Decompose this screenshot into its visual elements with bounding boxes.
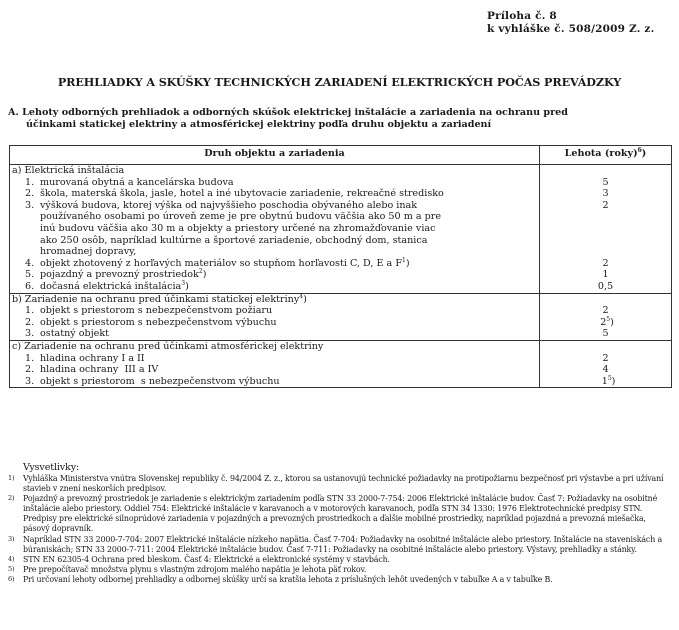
- footnote-ref: 5: [607, 374, 612, 382]
- item-number: 6.: [25, 280, 35, 292]
- interval-value: 2$^5$): [600, 315, 614, 328]
- footnote-ref: 4: [299, 292, 304, 300]
- footnote-text: Vyhláška Ministerstva vnútra Slovenskej republiky č. 94/2004 Z. z., ktorou sa ustanovujú technické požiadavky na protipožiarnu bezpečnosť pri výstavbe a pri užívaní stavieb v znení neskorších predpisov.: [23, 474, 664, 494]
- item-number: 2.: [25, 316, 35, 328]
- group-label-text: b) Zariadenie na ochranu pred účinkami statickej elektriny: [12, 293, 300, 305]
- list-item: 5. pojazdný a prevozný prostriedok$^2$): [25, 268, 207, 281]
- list-item: [10, 305, 539, 317]
- item-number: 5.: [25, 269, 35, 281]
- footnote-4: [8, 555, 672, 565]
- column-header-object-type: Druh objektu a zariadenia: [10, 146, 540, 165]
- footnote-text: Pojazdný a prevozný prostriedok je zariadenie s elektrickým zariadením podľa STN 33 2000-7-754: 2006 Elektrické inštalácie budov. Časť 7: Požiadavky na osobitné inštalácie alebo priestory. Oddiel 754: Elektrické inštalácie v karavanoch a v motorových karavanoch, podľa STN 34 1330: 1976 Elektrotechnické predpisy STN. Predpisy pre elektrické silnoprúdové zariadenia v pojazdných a prevozných prostriedkoch a ďalšie mobilné prostriedky, napríklad pojazdná a prevozná miešačka, pásový dopravník.: [23, 494, 658, 534]
- item-number: 2.: [25, 188, 35, 200]
- footnote-text: Napríklad STN 33 2000-7-704: 2007 Elektrické inštalácie nízkeho napätia. Časť 7-704: Požiadavky na osobitné inštalácie alebo priestory. Inštalácie na staveniskách a búraniskách; STN 33 2000-7-711: 2004 Elektrické inštalácie budov. Časť 7-711: Požiadavky na osobitné inštalácie alebo priestory. Výstavy, prehliadky a stánky.: [23, 534, 663, 554]
- group-b-description: [10, 293, 540, 340]
- item-text: objekt s priestorom s nebezpečenstvom výbuchu: [40, 316, 277, 328]
- item-text: výšková budova, ktorej výška od najvyššieho poschodia obývaného alebo inak: [40, 199, 418, 211]
- interval-number: 2: [600, 316, 607, 328]
- section-label: A.: [8, 107, 19, 118]
- item-number: 3.: [25, 328, 35, 340]
- list-item: [10, 353, 539, 365]
- interval-value: 2: [602, 305, 609, 317]
- item-text-continued: inú budovu väčšia ako 30 m a objekty a priestory určené na zhromažďovanie viac: [40, 222, 436, 234]
- list-item: [10, 376, 539, 388]
- annex-reference: [487, 10, 654, 36]
- group-label: a) Elektrická inštalácia: [12, 165, 125, 176]
- footnote-1: [8, 474, 672, 494]
- item-text: pojazdný a prevozný prostriedok: [40, 269, 199, 281]
- item-text: hladina ochrany I a II: [40, 352, 145, 364]
- interval-value: 5: [602, 328, 609, 340]
- footnote-ref: 1: [401, 256, 406, 264]
- group-label: b) Zariadenie na ochranu pred účinkami statickej elektriny$^4$): [12, 292, 307, 305]
- item-text: objekt s priestorom s nebezpečenstvom požiaru: [40, 305, 273, 317]
- list-item: [10, 177, 539, 189]
- item-text-continued: hromadnej dopravy,: [40, 246, 137, 258]
- table-group-c: [10, 340, 672, 387]
- interval-value: 5: [602, 176, 609, 188]
- item-text-continued: ako 250 osôb, napríklad kultúrne a športové zariadenie, obchodný dom, stanica: [40, 234, 428, 246]
- list-item: 6. dočasná elektrická inštalácia$^3$): [25, 279, 189, 292]
- list-item: [10, 328, 539, 340]
- notes-heading: Vysvetlivky:: [23, 462, 80, 473]
- item-text: ostatný objekt: [40, 328, 110, 340]
- footnote-marker: 3): [8, 534, 15, 543]
- item-text: objekt zhotovený z horľavých materiálov so stupňom horľavosti C, D, E a F: [40, 257, 402, 269]
- item-number: 3.: [25, 375, 35, 387]
- footnote-ref: 2: [198, 268, 203, 276]
- explanatory-notes: [8, 462, 672, 585]
- item-text: hladina ochrany III a IV: [40, 364, 159, 376]
- list-item: [10, 364, 539, 376]
- document-title: PREHLIADKY A SKÚŠKY TECHNICKÝCH ZARIADENÍ ELEKTRICKÝCH POČAS PREVÁDZKY: [57, 75, 622, 89]
- interval-value: 1$^5$): [601, 374, 616, 387]
- group-label: c) Zariadenie na ochranu pred účinkami atmosférickej elektriny: [12, 340, 324, 352]
- column-header-interval-label: Lehota (roky): [564, 148, 638, 159]
- table-group-b: [10, 293, 672, 340]
- column-header-interval: Lehota (roky)$^6$): [540, 146, 672, 165]
- footnote-ref: 5: [606, 315, 611, 323]
- footnote-3: [8, 535, 672, 555]
- footnote-marker: 5): [8, 564, 15, 573]
- table-group-a: [10, 165, 672, 294]
- annex-number: Príloha č. 8: [487, 10, 557, 22]
- interval-value: 2: [602, 199, 609, 211]
- footnote-2: [8, 494, 672, 534]
- footnote-marker: 1): [8, 474, 15, 482]
- list-item: [10, 200, 539, 258]
- interval-value: 0,5: [597, 280, 614, 292]
- group-a-intervals: [540, 165, 672, 294]
- item-number: 1.: [25, 305, 35, 317]
- item-number: 2.: [25, 364, 35, 376]
- footnote-text: Pre prepočítavač množstva plynu s vlastným zdrojom malého napätia je lehota päť rokov.: [23, 564, 367, 574]
- item-number: 3.: [25, 199, 35, 211]
- footnote-6: [8, 575, 672, 585]
- item-number: 1.: [25, 352, 35, 364]
- item-text: škola, materská škola, jasle, hotel a iné ubytovacie zariadenie, rekreačné stredisko: [40, 188, 444, 200]
- footnote-marker: 2): [8, 494, 15, 503]
- group-c-intervals: [540, 340, 672, 387]
- item-text: objekt s priestorom s nebezpečenstvom výbuchu: [40, 375, 280, 387]
- section-heading: [8, 107, 673, 131]
- inspection-intervals-table: [9, 145, 672, 388]
- footnote-marker: 4): [8, 554, 15, 563]
- footnote-marker: 6): [8, 574, 15, 583]
- footnote-ref: 6: [637, 147, 642, 154]
- interval-value: 2: [602, 352, 609, 364]
- group-c-description: [10, 340, 540, 387]
- section-title-line1: Lehoty odborných prehliadok a odborných skúšok elektrickej inštalácie a zariadenia na ochranu pred: [22, 107, 568, 118]
- footnote-text: Pri určovaní lehoty odbornej prehliadky a odbornej skúšky určí sa kratšia lehota z príslušných lehôt uvedených v tabuľke A a v tabuľke B.: [23, 574, 553, 584]
- group-a-description: [10, 165, 540, 294]
- list-item: [10, 188, 539, 200]
- footnote-text: STN EN 62305-4 Ochrana pred bleskom. Časť 4: Elektrické a elektronické systémy v stavbách.: [23, 554, 390, 564]
- footnote-ref: 3: [181, 279, 186, 287]
- list-item: [10, 317, 539, 329]
- interval-value: 4: [602, 364, 609, 376]
- item-number: 1.: [25, 176, 35, 188]
- footnote-5: [8, 565, 672, 575]
- interval-number: 1: [601, 375, 608, 387]
- interval-value: 3: [602, 188, 609, 200]
- item-text: murovaná obytná a kancelárska budova: [40, 176, 234, 188]
- item-text: dočasná elektrická inštalácia: [40, 280, 182, 292]
- section-title-line2: účinkami statickej elektriny a atmosférickej elektriny podľa druhu objektu a zariadení: [26, 119, 492, 130]
- list-item: 4. objekt zhotovený z horľavých materiálov so stupňom horľavosti C, D, E a F$^1$): [25, 256, 410, 269]
- interval-value: 1: [602, 269, 609, 281]
- group-b-intervals: [540, 293, 672, 340]
- item-text-continued: používaného osobami po úroveň zeme je pre obytnú budovu väčšia ako 50 m a pre: [40, 211, 442, 223]
- item-number: 4.: [25, 257, 35, 269]
- annex-decree: k vyhláške č. 508/2009 Z. z.: [487, 23, 655, 35]
- table-header-row: [10, 146, 672, 165]
- interval-value: 2: [602, 257, 609, 269]
